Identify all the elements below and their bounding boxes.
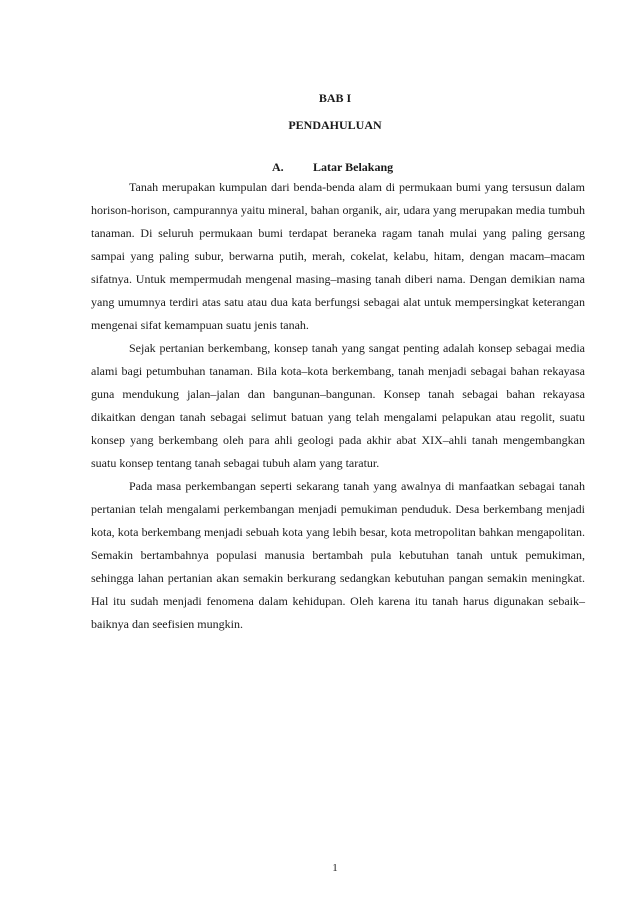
chapter-title: PENDAHULUAN bbox=[288, 118, 382, 132]
section-number: A. bbox=[272, 160, 284, 174]
paragraph-1: Tanah merupakan kumpulan dari benda-benda alam di permukaan bumi yang tersusun dalam horison-horison, campurannya yaitu mineral, bahan organik, air, udara yang merupakan media tumbuh tanaman. Di seluruh permukaan bumi terdapat beraneka ragam tanah mulai yang paling gersang sampai yang paling subur, berwarna putih, merah, cokelat, kelabu, hitam, dengan macam–macam sifatnya. Untuk mempermudah mengenal masing–masing tanah diberi nama. Dengan demikian nama yang umumnya terdiri atas satu atau dua kata berfungsi sebagai alat untuk mempersingkat keterangan mengenai sifat kemampuan suatu jenis tanah. bbox=[91, 180, 585, 332]
page-number: 1 bbox=[332, 862, 338, 874]
body-text bbox=[91, 176, 585, 636]
paragraph-3: Pada masa perkembangan seperti sekarang tanah yang awalnya di manfaatkan sebagai tanah pertanian telah mengalami perkembangan menjadi pemukiman penduduk. Desa berkembang menjadi kota, kota berkembang menjadi sebuah kota yang lebih besar, kota metropolitan bahkan mengapolitan. Semakin bertambahnya populasi manusia bertambah pula kebutuhan tanah untuk pemukiman, sehingga lahan pertanian akan semakin berkurang sedangkan kebutuhan pangan semakin meningkat. Hal itu sudah menjadi fenomena dalam kehidupan. Oleh karena itu tanah harus digunakan sebaik–baiknya dan seefisien mungkin. bbox=[91, 479, 585, 631]
section-title: Latar Belakang bbox=[313, 160, 394, 174]
chapter-label: BAB I bbox=[318, 91, 352, 105]
paragraph-2: Sejak pertanian berkembang, konsep tanah yang sangat penting adalah konsep sebagai media alami bagi petumbuhan tanaman. Bila kota–kota berkembang, tanah menjadi sebagai bahan rekayasa guna mendukung jalan–jalan dan bangunan–bangunan. Konsep tanah sebagai bahan rekayasa dikaitkan dengan tanah sebagai selimut batuan yang telah mengalami pelapukan atau regolit, suatu konsep yang berkembang oleh para ahli geologi pada akhir abat XIX–ahli tanah mengembangkan suatu konsep tentang tanah sebagai tubuh alam yang taratur. bbox=[91, 341, 585, 470]
section-heading bbox=[272, 160, 393, 174]
